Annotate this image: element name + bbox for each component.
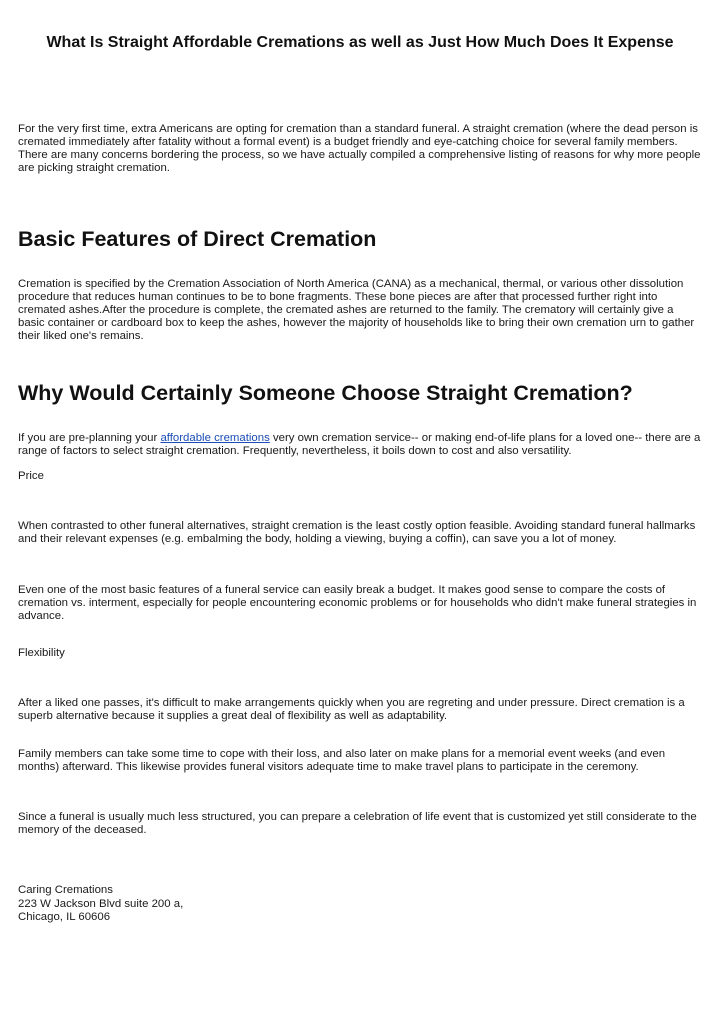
address-city: Chicago, IL 60606 (18, 911, 111, 923)
address-name: Caring Cremations (18, 884, 113, 896)
flexibility-paragraph-3: Since a funeral is usually much less structured, you can prepare a celebration of life event that is customized yet still considerate to the memory of the deceased. (18, 811, 697, 836)
address-block (18, 884, 183, 925)
price-paragraph-1: When contrasted to other funeral alternatives, straight cremation is the least costly option feasible. Avoiding standard funeral hallmarks and their relevant expenses (e.g. embalming the body, holding a viewing, buying a coffin), can save you a lot of money. (18, 520, 696, 545)
affordable-cremations-link[interactable]: affordable cremations (160, 432, 270, 444)
section-heading-basic-features: Basic Features of Direct Cremation (18, 227, 377, 251)
section-heading-why-choose: Why Would Certainly Someone Choose Straight Cremation? (18, 381, 633, 405)
address-street: 223 W Jackson Blvd suite 200 a, (18, 897, 184, 910)
why-choose-text-after: very own cremation service-- or making end-of-life plans for a loved one-- there are a range of factors to select straight cremation. Frequently, nevertheless, it boils down to cost and also versatility. (18, 432, 701, 457)
flexibility-label: Flexibility (18, 647, 65, 659)
intro-paragraph: For the very first time, extra Americans are opting for cremation than a standard funeral. A straight cremation (where the dead person is cremated immediately after fatality without a formal event) is a budget friendly and eye-catching choice for several family members. There are many concerns bordering the process, so we have actually compiled a comprehensive listing of reasons for why more people are picking straight cremation. (18, 123, 701, 174)
why-choose-text-before: If you are pre-planning your (18, 432, 161, 444)
price-paragraph-2: Even one of the most basic features of a funeral service can easily break a budget. It makes good sense to compare the costs of cremation vs. interment, especially for people encountering economic problems or for households who didn't make funeral strategies in advance. (18, 584, 697, 622)
why-choose-paragraph (18, 432, 702, 458)
price-label: Price (18, 470, 44, 482)
page-title: What Is Straight Affordable Cremations as well as Just How Much Does It Expense (46, 34, 674, 51)
flexibility-paragraph-1: After a liked one passes, it's difficult to make arrangements quickly when you are regreting and under pressure. Direct cremation is a superb alternative because it supplies a great deal of flexibility as well as adaptability. (18, 697, 685, 722)
flexibility-paragraph-2: Family members can take some time to cope with their loss, and also later on make plans for a memorial event weeks (and even months) afterward. This likewise provides funeral visitors adequate time to make travel plans to participate in the ceremony. (18, 748, 666, 773)
basic-features-paragraph: Cremation is specified by the Cremation Association of North America (CANA) as a mechanical, thermal, or various other dissolution procedure that reduces human continues to be to bone fragments. These bone pieces are after that processed further right into cremated ashes.After the procedure is complete, the cremated ashes are returned to the family. The crematory will certainly give a basic container or cardboard box to keep the ashes, however the majority of households like to bring their own cremation urn to gather their liked one's remains. (18, 278, 695, 342)
